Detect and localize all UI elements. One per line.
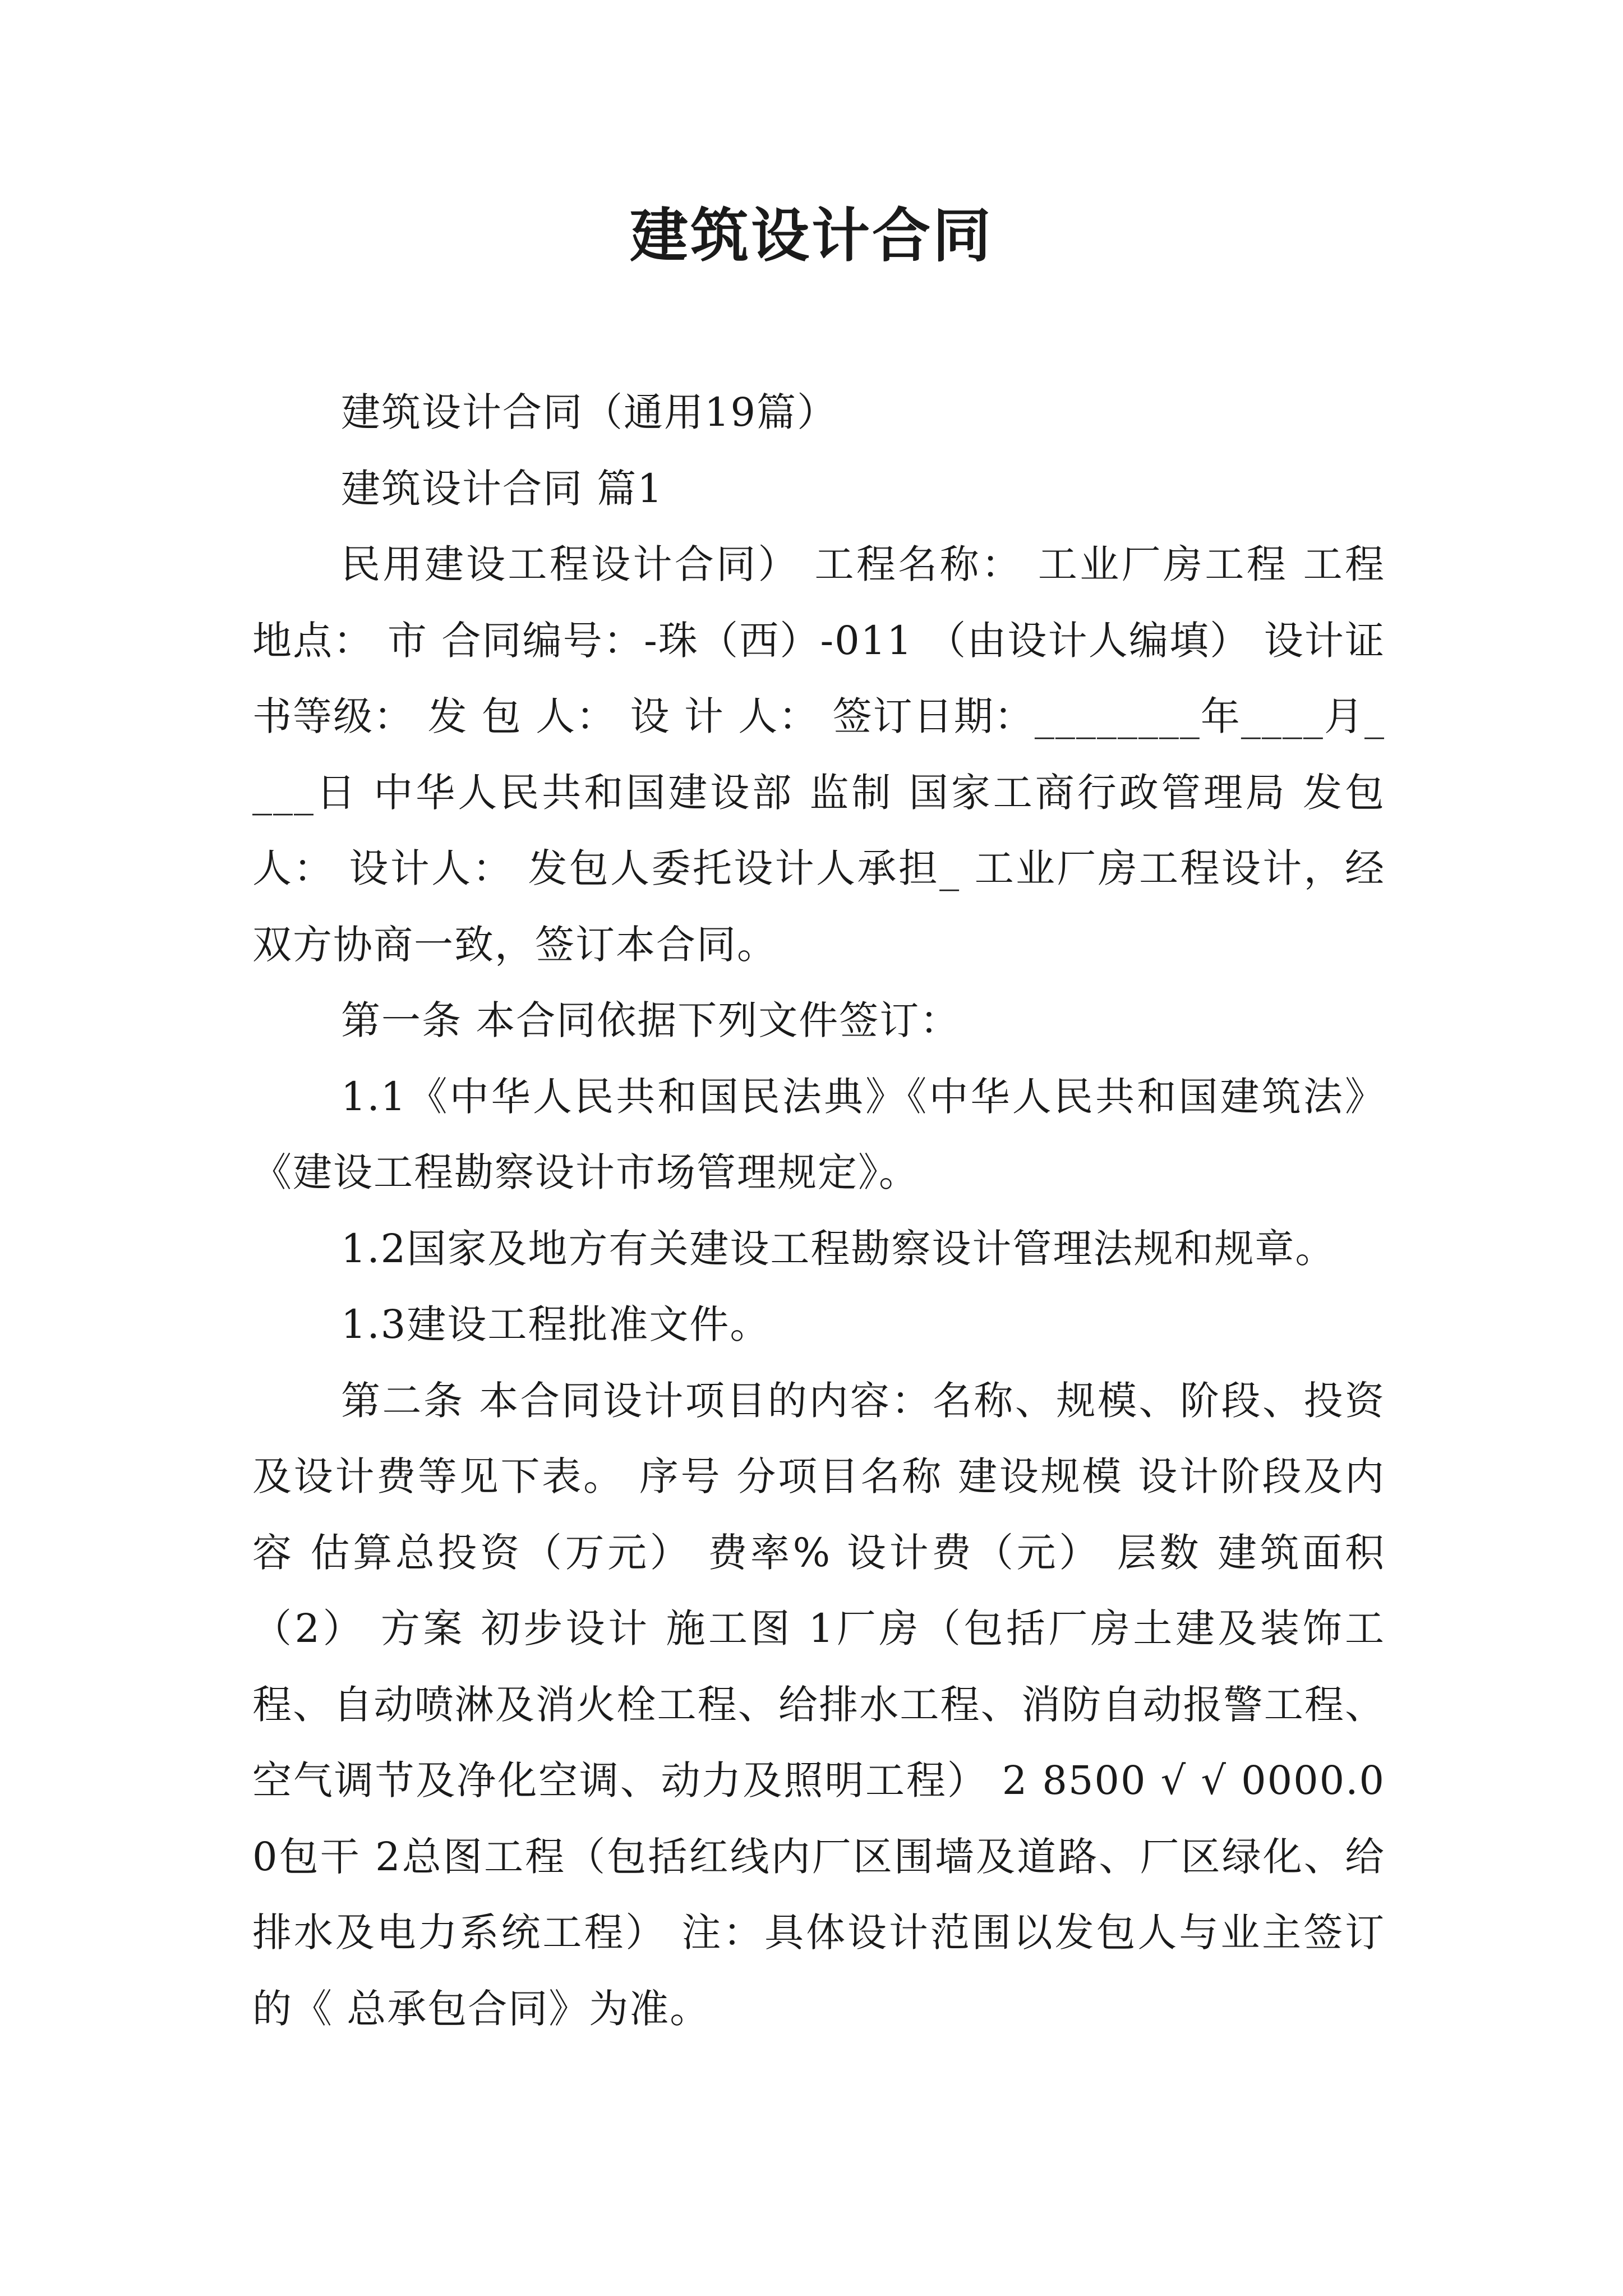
document-body	[252, 375, 1385, 2047]
paragraph-article-two: 第二条 本合同设计项目的内容：名称、规模、阶段、投资及设计费等见下表。 序号 分项目名称 建设规模 设计阶段及内容 估算总投资（万元） 费率% 设计费（元） 层数 建筑面积（2） 方案 初步设计 施工图 1厂房（包括厂房土建及装饰工程、自动喷淋及消火栓工程、给排水工程、消防自动报警工程、空气调节及净化空调、动力及照明工程） 2 8500 √ √ 0000.00包干 2总图工程（包括红线内厂区围墙及道路、厂区绿化、给排水及电力系统工程） 注：具体设计范围以发包人与业主签订的《 总承包合同》为准。	[252, 1377, 1385, 2032]
paragraph-article-one: 第一条 本合同依据下列文件签订：	[341, 997, 961, 1043]
paragraph-subtitle: 建筑设计合同（通用19篇）	[341, 389, 838, 435]
paragraph-clause-1-3: 1.3建设工程批准文件。	[341, 1301, 771, 1347]
paragraph-clause-1-2: 1.2国家及地方有关建设工程勘察设计管理法规和规章。	[341, 1225, 1336, 1272]
paragraph-section-heading: 建筑设计合同 篇1	[341, 465, 663, 512]
paragraph-contract-header: 民用建设工程设计合同） 工程名称： 工业厂房工程 工程地点： 市 合同编号：-珠（西）-011 （由设计人编填） 设计证书等级： 发 包 人： 设 计 人： 签订日期：________年____月____日 中华人民共和国建设部 监制 国家工商行政管理局 发包人： 设计人： 发包人委托设计人承担_ 工业厂房工程设计，经双方协商一致，签订本合同。	[252, 541, 1385, 968]
paragraph-clause-1-1: 1.1《中华人民共和国民法典》《中华人民共和国建筑法》《建设工程勘察设计市场管理规定》。	[252, 1073, 1385, 1195]
document-title: 建筑设计合同	[629, 201, 993, 270]
